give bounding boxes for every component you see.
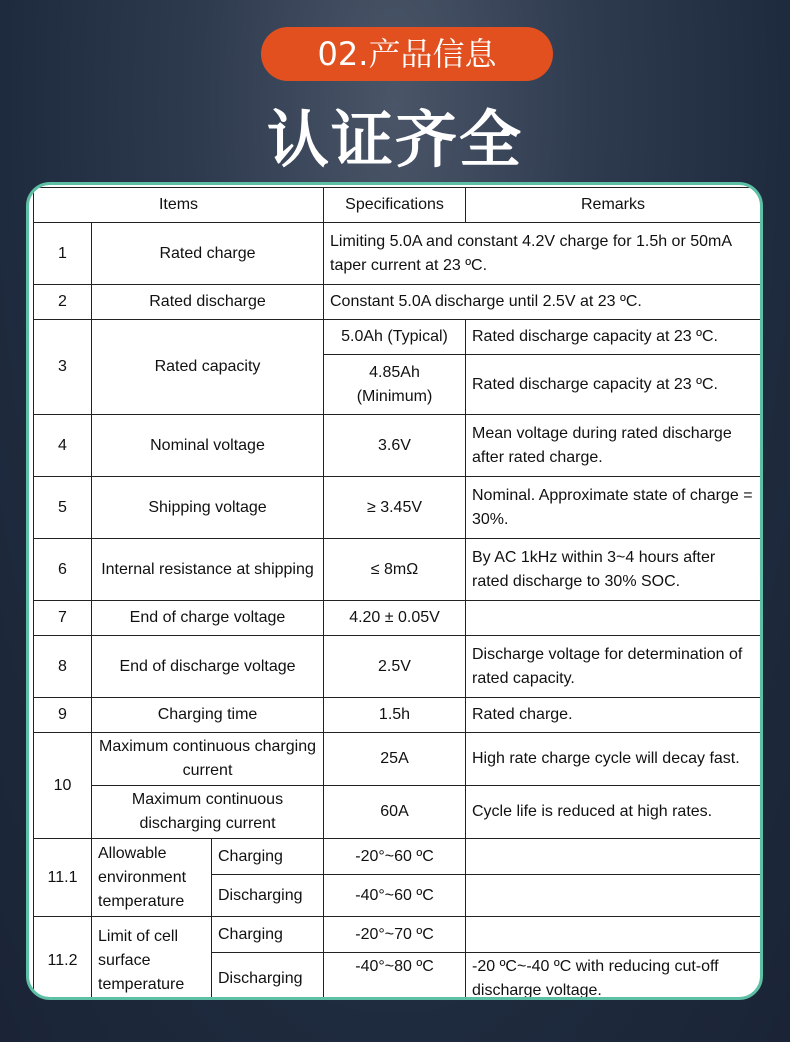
header-specifications: Specifications: [324, 188, 466, 223]
table-row: [34, 223, 761, 285]
row-subitem: Charging: [212, 839, 324, 875]
row-subitem: Discharging: [212, 875, 324, 917]
row-item: Allowable environment temperature: [92, 839, 212, 917]
row-remark: Rated discharge capacity at 23 ºC.: [466, 355, 761, 415]
row-item: Rated capacity: [92, 320, 324, 415]
row-item: Maximum continuous charging current: [92, 733, 324, 786]
row-subitem: Charging: [212, 917, 324, 953]
section-badge: 02.产品信息: [261, 27, 553, 81]
row-number: 4: [34, 415, 92, 477]
row-spec: -40°~80 ºC: [324, 953, 466, 1001]
row-item: Rated discharge: [92, 285, 324, 320]
row-remark: [466, 917, 761, 953]
row-item: Shipping voltage: [92, 477, 324, 539]
row-spec: -40°~60 ºC: [324, 875, 466, 917]
row-item: Nominal voltage: [92, 415, 324, 477]
row-number: 9: [34, 698, 92, 733]
table-row: [34, 415, 761, 477]
row-remark: Rated discharge capacity at 23 ºC.: [466, 320, 761, 355]
row-item: End of discharge voltage: [92, 636, 324, 698]
row-number: 2: [34, 285, 92, 320]
row-spec: 4.85Ah (Minimum): [324, 355, 466, 415]
row-remark: High rate charge cycle will decay fast.: [466, 733, 761, 786]
row-remark: Nominal. Approximate state of charge = 30%.: [466, 477, 761, 539]
row-number: 10: [34, 733, 92, 839]
row-remark: Mean voltage during rated discharge after rated charge.: [466, 415, 761, 477]
row-number: 6: [34, 539, 92, 601]
row-remark: Discharge voltage for determination of rated capacity.: [466, 636, 761, 698]
page-title: 认证齐全: [266, 103, 523, 176]
row-remark: Rated charge.: [466, 698, 761, 733]
row-remark: By AC 1kHz within 3~4 hours after rated discharge to 30% SOC.: [466, 539, 761, 601]
row-spec: 1.5h: [324, 698, 466, 733]
row-number: 7: [34, 601, 92, 636]
row-spec: 3.6V: [324, 415, 466, 477]
row-item: End of charge voltage: [92, 601, 324, 636]
row-spec: ≥ 3.45V: [324, 477, 466, 539]
row-remark: [466, 839, 761, 875]
table-row: [34, 839, 761, 875]
row-remark: Cycle life is reduced at high rates.: [466, 786, 761, 839]
spec-table: [33, 187, 761, 1000]
table-row: [34, 539, 761, 601]
row-number: 11.1: [34, 839, 92, 917]
row-spec: 4.20 ± 0.05V: [324, 601, 466, 636]
table-row: [34, 917, 761, 953]
table-header-row: [34, 188, 761, 223]
row-spec: -20°~70 ºC: [324, 917, 466, 953]
table-row: [34, 285, 761, 320]
row-remark: -20 ºC~-40 ºC with reducing cut-off discharge voltage.: [466, 953, 761, 1001]
row-spec: Constant 5.0A discharge until 2.5V at 23 ºC.: [324, 285, 761, 320]
row-item: Internal resistance at shipping: [92, 539, 324, 601]
header-items: Items: [34, 188, 324, 223]
row-item: Rated charge: [92, 223, 324, 285]
row-number: 1: [34, 223, 92, 285]
row-number: 5: [34, 477, 92, 539]
table-row: [34, 320, 761, 355]
header-remarks: Remarks: [466, 188, 761, 223]
row-number: 8: [34, 636, 92, 698]
row-spec: 2.5V: [324, 636, 466, 698]
table-row: [34, 477, 761, 539]
row-spec: -20°~60 ºC: [324, 839, 466, 875]
row-spec: ≤ 8mΩ: [324, 539, 466, 601]
row-item: Maximum continuous discharging current: [92, 786, 324, 839]
row-item: Limit of cell surface temperature: [92, 917, 212, 1001]
row-subitem: Discharging: [212, 953, 324, 1001]
table-row: [34, 636, 761, 698]
spec-card: [26, 182, 763, 1000]
row-spec: 5.0Ah (Typical): [324, 320, 466, 355]
row-number: 11.2: [34, 917, 92, 1001]
table-row: [34, 786, 761, 839]
table-row: [34, 698, 761, 733]
row-spec: 60A: [324, 786, 466, 839]
row-remark: [466, 601, 761, 636]
row-spec: 25A: [324, 733, 466, 786]
table-row: [34, 601, 761, 636]
table-row: [34, 733, 761, 786]
row-number: 3: [34, 320, 92, 415]
row-spec: Limiting 5.0A and constant 4.2V charge for 1.5h or 50mA taper current at 23 ºC.: [324, 223, 761, 285]
row-item: Charging time: [92, 698, 324, 733]
row-remark: [466, 875, 761, 917]
